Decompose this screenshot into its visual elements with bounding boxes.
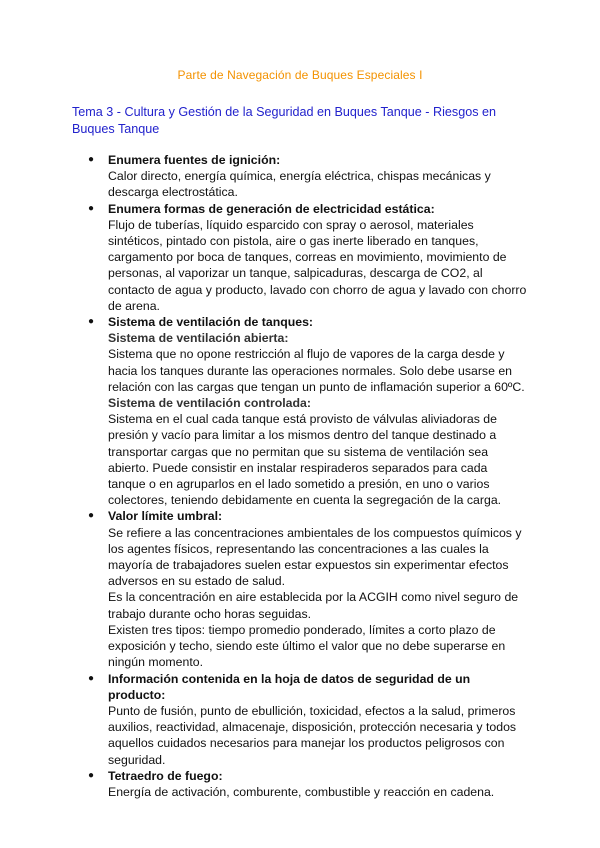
item-paragraph: Es la concentración en aire establecida por la ACGIH como nivel seguro de trabajo durante ocho horas seguidas. — [108, 590, 519, 621]
item-title: Enumera fuentes de ignición: — [108, 153, 281, 167]
item-text: Flujo de tuberías, líquido esparcido con spray o aerosol, materiales sintéticos, pintado con pistola, aire o gas inerte liberado en tanques, cargamento por boca de tanques, correas en movimiento, movimiento de personas, al vaporizar un tanque, salpicaduras, descarga de CO2, al contacto de agua y producto, lavado con chorro de agua y lavado con chorro de arena. — [108, 217, 527, 313]
sub-item-title: Sistema de ventilación abierta: — [108, 331, 289, 346]
bullet-icon: ● — [88, 154, 95, 165]
bullet-icon: ● — [88, 510, 95, 522]
item-title: Enumera formas de generación de electricidad estática: — [108, 201, 435, 216]
sub-item-text: Sistema que no opone restricción al flujo de vapores de la carga desde y hacia los tanques durante las operaciones normales. Solo debe usarse en relación con las cargas que tengan un punto de inflamación superior a 60ºC. — [108, 347, 525, 394]
list-item — [88, 671, 528, 768]
item-paragraph: Existen tres tipos: tiempo promedio ponderado, límites a corto plazo de exposición y techo, siendo este último el valor que no debe superarse en ningún momento. — [108, 622, 506, 670]
sub-item-text: Sistema en el cual cada tanque está provisto de válvulas aliviadoras de presión y vacío para limitar a los mismos dentro del tanque destinado a transportar cargas que no permitan que su sistema de ventilación sea abierto. Puede consistir en instalar respiraderos separados para cada tanque o en agruparlos en el lado sometido a presión, en uno o varios colectores, teniendo debidamente en cuenta la segregación de la carga. — [108, 412, 502, 508]
list-item — [88, 768, 528, 800]
item-title: Valor límite umbral: — [108, 509, 223, 524]
topic-list — [88, 152, 528, 800]
item-paragraph: Se refiere a las concentraciones ambientales de los compuestos químicos y los agentes físicos, representando las concentraciones a las cuales la mayoría de trabajadores suelen estar expuestos sin experimentar efectos adversos en su estado de salud. — [108, 525, 522, 589]
item-text: Calor directo, energía química, energía eléctrica, chispas mecánicas y descarga electrostática. — [108, 169, 491, 200]
list-item — [88, 201, 528, 314]
item-title: Sistema de ventilación de tanques: — [108, 315, 314, 330]
list-item — [88, 508, 528, 670]
item-title: Tetraedro de fuego: — [108, 768, 223, 783]
item-text: Energía de activación, comburente, combustible y reacción en cadena. — [108, 784, 495, 799]
document-title: Parte de Navegación de Buques Especiales I — [177, 68, 423, 82]
bullet-icon: ● — [88, 202, 95, 214]
sub-item-title: Sistema de ventilación controlada: — [108, 396, 311, 411]
list-item — [88, 314, 528, 508]
bullet-icon: ● — [88, 769, 95, 781]
topic-heading: Tema 3 - Cultura y Gestión de la Seguridad en Buques Tanque - Riesgos en Buques Tanque — [72, 105, 497, 136]
item-text: Punto de fusión, punto de ebullición, toxicidad, efectos a la salud, primeros auxilios, reactividad, almacenaje, disposición, protección necesaria y todos aquellos cuidados necesarios para manejar los productos peligrosos con seguridad. — [108, 703, 517, 767]
bullet-icon: ● — [88, 672, 95, 684]
list-item — [88, 152, 528, 201]
bullet-icon: ● — [88, 316, 95, 328]
item-title: Información contenida en la hoja de datos de seguridad de un producto: — [108, 671, 471, 702]
